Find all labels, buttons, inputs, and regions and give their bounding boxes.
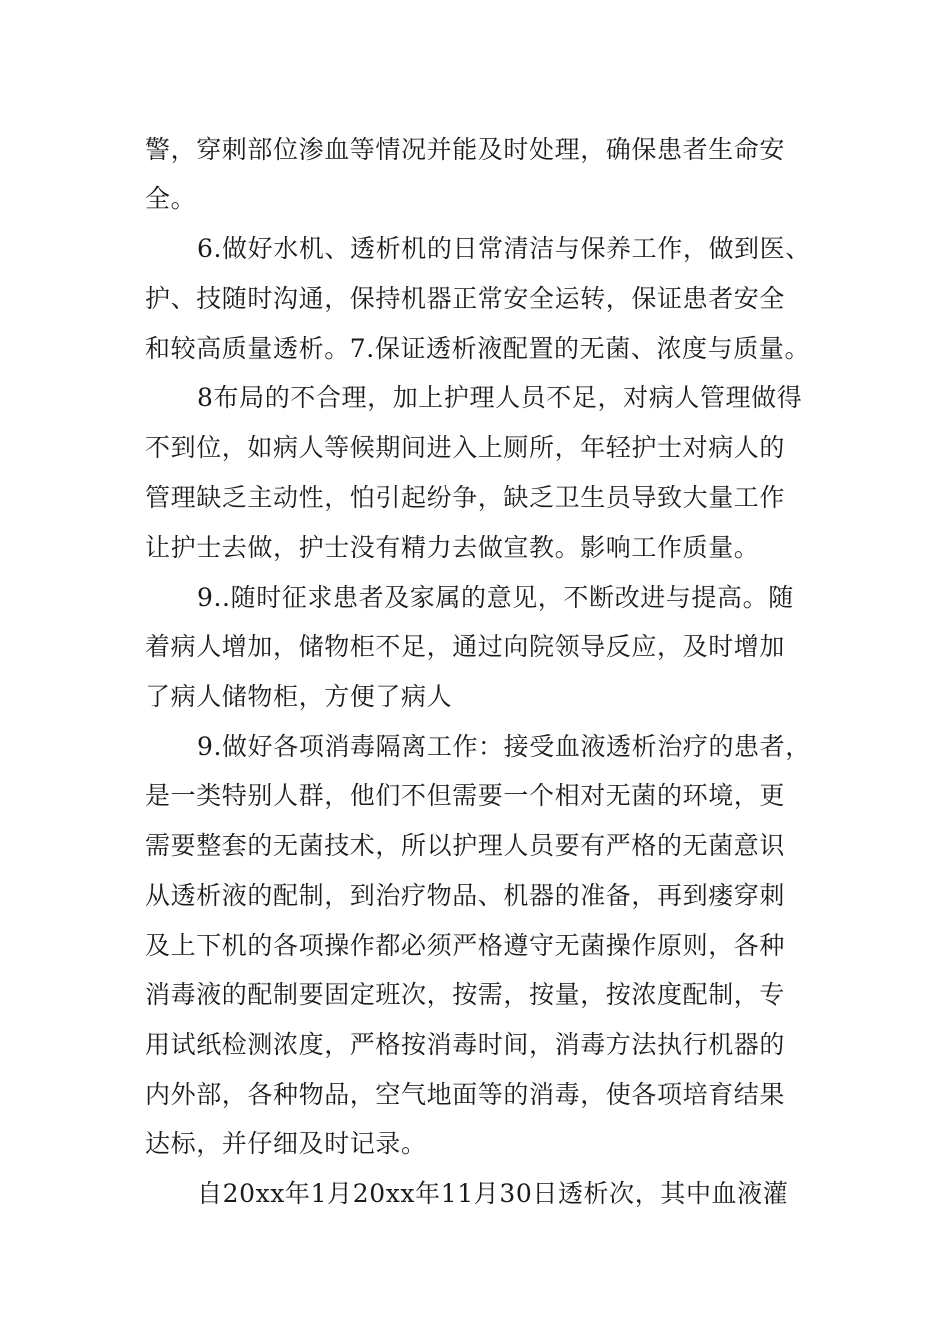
text-line-3: 6.做好水机、透析机的日常清洁与保养工作，做到医、: [197, 234, 811, 263]
text-line-14: 是一类特别人群，他们不但需要一个相对无菌的环境，更: [145, 781, 786, 810]
text-line-7: 不到位，如病人等候期间进入上厕所，年轻护士对病人的: [145, 433, 786, 462]
text-line-6: 8布局的不合理，加上护理人员不足，对病人管理做得: [197, 383, 803, 412]
text-line-16: 从透析液的配制，到治疗物品、机器的准备，再到瘘穿刺: [145, 881, 786, 910]
text-line-21: 达标，并仔细及时记录。: [145, 1129, 427, 1158]
text-line-15: 需要整套的无菌技术，所以护理人员要有严格的无菌意识: [145, 831, 786, 860]
text-line-20: 内外部，各种物品，空气地面等的消毒，使各项培育结果: [145, 1080, 786, 1109]
text-line-22: 自20xx年1月20xx年11月30日透析次，其中血液灌: [197, 1179, 789, 1208]
text-line-5: 和较高质量透析。7.保证透析液配置的无菌、浓度与质量。: [145, 334, 811, 363]
text-line-11: 着病人增加，储物柜不足，通过向院领导反应，及时增加: [145, 632, 786, 661]
text-line-9: 让护士去做，护士没有精力去做宣教。影响工作质量。: [145, 533, 760, 562]
text-line-18: 消毒液的配制要固定班次，按需，按量，按浓度配制，专: [145, 980, 786, 1009]
text-line-8: 管理缺乏主动性，怕引起纷争，缺乏卫生员导致大量工作: [145, 483, 786, 512]
text-line-19: 用试纸检测浓度，严格按消毒时间，消毒方法执行机器的: [145, 1030, 786, 1059]
text-line-10: 9..随时征求患者及家属的意见，不断改进与提高。随: [197, 583, 794, 612]
text-line-2: 全。: [145, 184, 197, 213]
text-line-13: 9.做好各项消毒隔离工作：接受血液透析治疗的患者，: [197, 732, 811, 761]
text-line-17: 及上下机的各项操作都必须严格遵守无菌操作原则，各种: [145, 931, 786, 960]
text-line-1: 警，穿刺部位渗血等情况并能及时处理，确保患者生命安: [145, 135, 786, 164]
text-line-12: 了病人储物柜，方便了病人: [145, 682, 453, 711]
text-line-4: 护、技随时沟通，保持机器正常安全运转，保证患者安全: [145, 284, 786, 313]
